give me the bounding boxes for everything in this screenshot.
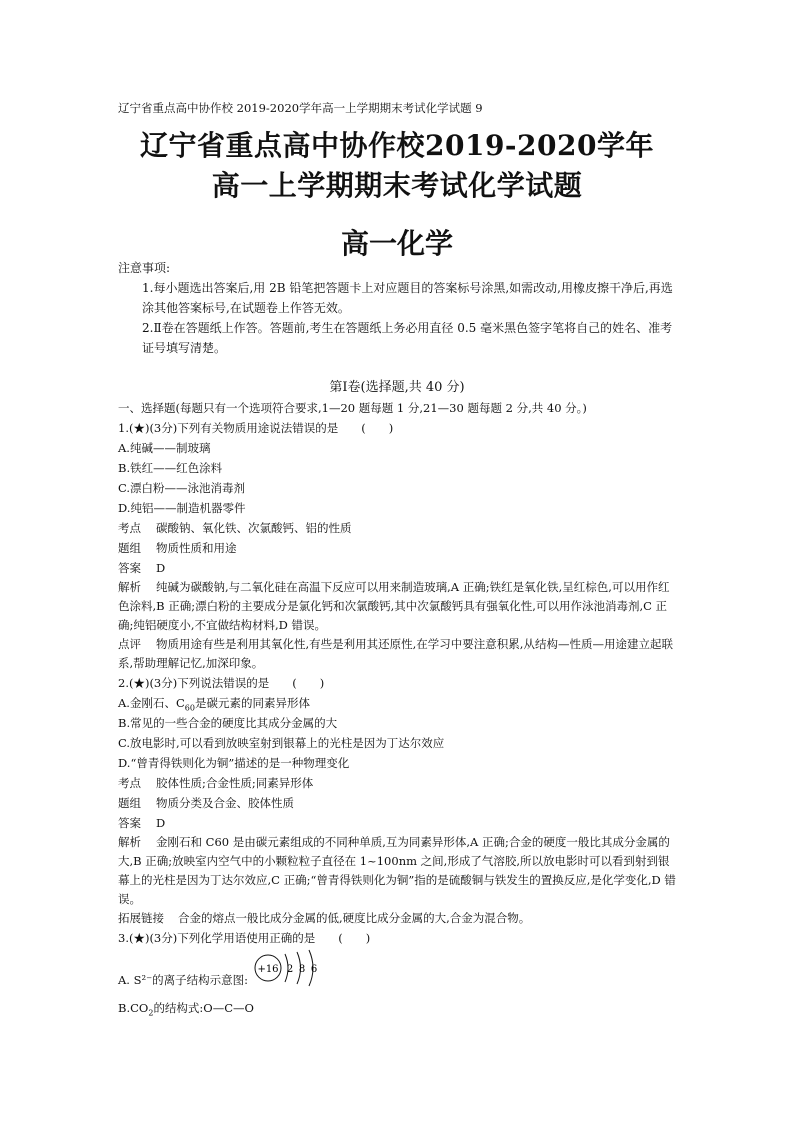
q1-analysis-label: 解析	[118, 580, 141, 594]
ion-structure-diagram	[252, 948, 332, 992]
q2-answer-label: 答案	[118, 816, 141, 830]
q1-option-a: A.纯碱——制玻璃	[118, 441, 211, 455]
q2-option-a-pre: A.金刚石、C	[118, 696, 185, 710]
q3-option-a	[118, 948, 676, 994]
q2-tizu-text: 物质分类及合金、胶体性质	[156, 796, 294, 810]
title-line-2: 高一上学期期末考试化学试题	[211, 169, 583, 202]
notice-item-2	[118, 318, 676, 358]
q2-extend	[118, 909, 676, 928]
nucleus-charge: +16	[257, 964, 279, 975]
q2-tizu	[118, 793, 676, 813]
q2-kaodian-text: 胶体性质;合金性质;同素异形体	[156, 776, 314, 790]
q2-option-b: B.常见的一些合金的硬度比其成分金属的大	[118, 716, 338, 730]
q2-option-a-sub: 60	[184, 703, 195, 713]
q1-comment-text: 物质用途有些是利用其氧化性,有些是利用其还原性,在学习中要注意积累,从结构—性质—用途建立起联系,帮助理解记忆,加深印象。	[118, 637, 673, 670]
title-line-1: 辽宁省重点高中协作校2019-2020学年	[140, 129, 654, 162]
shell-1-electrons: 2	[286, 964, 294, 975]
q2-analysis-text: 金刚石和 C60 是由碳元素组成的不同种单质,互为同素异形体,A 正确;合金的硬度一般比其成分金属的大,B 正确;放映室内空气中的小颗粒粒子直径在 1~100nm 之间,形成了气溶胶,所以放电影时可以看到射到银幕上的光柱是因为丁达尔效应,C 正确;“曾青得铁则化为铜”指的是硫酸铜与铁发生的置换反应,是化学变化,D 错误。	[118, 835, 676, 906]
q1-option-c: C.漂白粉——泳池消毒剂	[118, 481, 246, 495]
shell-3-electrons: 6	[310, 964, 318, 975]
subject-title: 高一化学	[340, 227, 453, 260]
q2-answer-text: D	[156, 816, 166, 830]
q1-analysis	[118, 578, 676, 635]
q3-option-a-label: A. S²⁻的离子结构示意图:	[118, 973, 249, 987]
q1-tizu	[118, 538, 676, 558]
q1-option-d: D.纯铝——制造机器零件	[118, 501, 246, 515]
q2-extend-text: 合金的熔点一般比成分金属的低,硬度比成分金属的大,合金为混合物。	[178, 911, 531, 925]
q3-option-b-pre: B.CO	[118, 1001, 149, 1015]
q1-analysis-text: 纯碱为碳酸钠,与二氧化硅在高温下反应可以用来制造玻璃,A 正确;铁红是氧化铁,呈红棕色,可以用作红色涂料,B 正确;漂白粉的主要成分是氯化钙和次氯酸钙,其中次氯酸钙具有强氧化性,可以用作泳池消毒剂,C 正确;纯铝硬度小,不宜做结构材料,D 错误。	[118, 580, 670, 632]
q2-tizu-label: 题组	[118, 796, 141, 810]
q2-answer	[118, 813, 676, 833]
q2-analysis	[118, 833, 676, 909]
notice-heading: 注意事项:	[118, 261, 171, 275]
section-title: 第Ⅰ卷(选择题,共 40 分)	[329, 380, 465, 395]
q1-kaodian	[118, 518, 676, 538]
q2-option-a-post: 是碳元素的同素异形体	[194, 696, 310, 710]
q2-option-a	[118, 693, 676, 713]
q1-answer-label: 答案	[118, 561, 141, 575]
q1-kaodian-label: 考点	[118, 521, 141, 535]
q2-kaodian	[118, 773, 676, 793]
q2-stem: 2.(★)(3分)下列说法错误的是 ( )	[118, 676, 325, 690]
q1-tizu-label: 题组	[118, 541, 141, 555]
notice-item-1-text: 1.每小题选出答案后,用 2B 铅笔把答题卡上对应题目的答案标号涂黑,如需改动,用橡皮擦干净后,再选涂其他答案标号,在试题卷上作答无效。	[142, 281, 673, 315]
q1-kaodian-text: 碳酸钠、氧化铁、次氯酸钙、铝的性质	[156, 521, 352, 535]
q2-option-d: D.“曾青得铁则化为铜”描述的是一种物理变化	[118, 756, 350, 770]
document-header: 辽宁省重点高中协作校 2019-2020学年高一上学期期末考试化学试题 9	[118, 101, 483, 115]
q1-comment-label: 点评	[118, 637, 141, 651]
q1-tizu-text: 物质性质和用途	[156, 541, 237, 555]
q2-analysis-label: 解析	[118, 835, 141, 849]
shell-2-electrons: 8	[298, 964, 306, 975]
q3-option-b-sub: 2	[148, 1008, 154, 1018]
q3-stem: 3.(★)(3分)下列化学用语使用正确的是 ( )	[118, 931, 371, 945]
q2-extend-label: 拓展链接	[118, 911, 164, 925]
q2-kaodian-label: 考点	[118, 776, 141, 790]
q1-answer-text: D	[156, 561, 166, 575]
q2-option-c: C.放电影时,可以看到放映室射到银幕上的光柱是因为丁达尔效应	[118, 736, 445, 750]
notice-item-1	[118, 278, 676, 318]
q1-option-b: B.铁红——红色涂料	[118, 461, 223, 475]
notice-item-2-text: 2.Ⅱ卷在答题纸上作答。答题前,考生在答题纸上务必用直径 0.5 毫米黑色签字笔将自己的姓名、准考证号填写清楚。	[142, 321, 673, 355]
q1-comment	[118, 635, 676, 673]
part-intro: 一、选择题(每题只有一个选项符合要求,1—20 题每题 1 分,21—30 题每题 2 分,共 40 分。)	[118, 401, 587, 415]
q1-answer	[118, 558, 676, 578]
q1-stem: 1.(★)(3分)下列有关物质用途说法错误的是 ( )	[118, 421, 394, 435]
document-body	[118, 258, 676, 1018]
q3-option-b	[118, 998, 676, 1018]
q3-option-b-post: 的结构式:O—C—O	[153, 1001, 254, 1015]
